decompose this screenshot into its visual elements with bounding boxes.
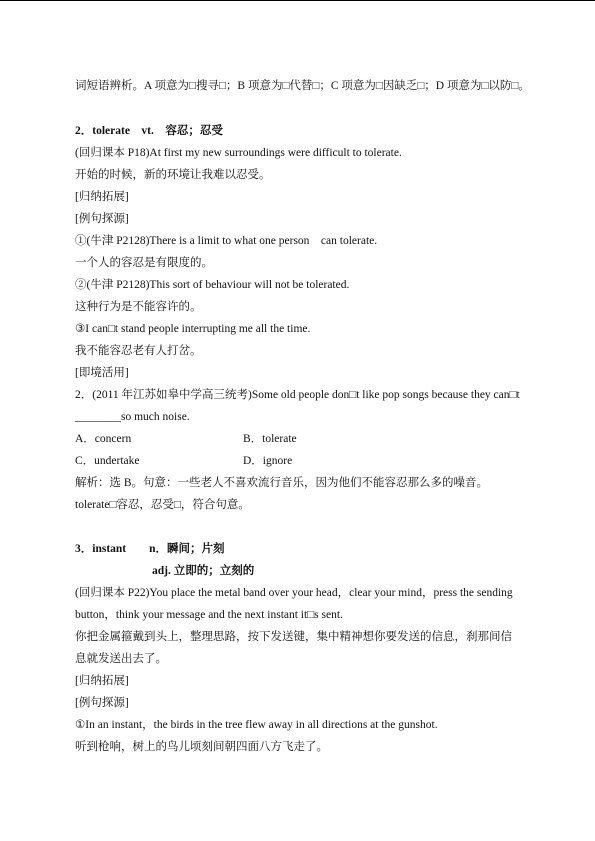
section-label-expand-2: [归纳拓展] — [75, 675, 129, 687]
example-sentence-instant-1: ①In an instant，the birds in the tree flew away in all directions at the gunshot. — [75, 719, 438, 731]
example-sentence-2: ②(牛津 P2128)This sort of behaviour will not be tolerated. — [75, 279, 350, 291]
option-a: A．concern — [75, 433, 132, 445]
example-translation-1: 一个人的容忍是有限度的。 — [75, 257, 213, 269]
example-translation-3: 我不能容忍老有人打岔。 — [75, 345, 202, 357]
section-label-expand: [归纳拓展] — [75, 191, 129, 203]
option-b: B．tolerate — [243, 433, 297, 445]
question-blank-line: ________so much noise. — [75, 411, 190, 423]
text-line-textbook-example: (回归课本 P18)At first my new surroundings were difficult to tolerate. — [75, 147, 402, 159]
option-d: D．ignore — [243, 455, 293, 467]
section-label-examples-2: [例句探源] — [75, 697, 129, 709]
example-sentence-1: ①(牛津 P2128)There is a limit to what one person can tolerate. — [75, 235, 378, 247]
text-line-translation-2-cont: 息就发送出去了。 — [75, 653, 167, 665]
question-stem: 2．(2011 年江苏如皋中学高三统考)Some old people don□t like pop songs because they can□t — [75, 389, 520, 401]
answer-explanation-cont: tolerate□容忍，忍受□，符合句意。 — [75, 499, 250, 511]
text-line-textbook-example-2-cont: button，think your message and the next instant it□s sent. — [75, 609, 343, 621]
entry-heading-instant: 3．instant n．瞬间；片刻 — [75, 543, 225, 555]
text-line-translation-2: 你把金属箍戴到头上，整理思路，按下发送键，集中精神想你要发送的信息，刹那间信 — [75, 631, 512, 643]
example-translation-2: 这种行为是不能容许的。 — [75, 301, 202, 313]
section-label-practice: [即境活用] — [75, 367, 129, 379]
entry-heading-instant-adj: adj. 立即的；立刻的 — [152, 565, 255, 577]
text-line-translation: 开始的时候，新的环境让我难以忍受。 — [75, 169, 271, 181]
example-translation-instant-1: 听到枪响，树上的鸟儿顷刻间朝四面八方飞走了。 — [75, 741, 328, 753]
section-label-examples: [例句探源] — [75, 213, 129, 225]
text-line-textbook-example-2: (回归课本 P22)You place the metal band over your head，clear your mind，press the sending — [75, 587, 513, 599]
answer-explanation: 解析：选 B。句意：一些老人不喜欢流行音乐，因为他们不能容忍那么多的噪音。 — [75, 477, 489, 489]
entry-heading-tolerate: 2．tolerate vt. 容忍；忍受 — [75, 125, 223, 137]
text-line-analysis: 词短语辨析。A 项意为□搜寻□；B 项意为□代替□；C 项意为□因缺乏□；D 项意为□以防□。 — [75, 80, 530, 92]
example-sentence-3: ③I can□t stand people interrupting me all the time. — [75, 323, 311, 335]
page-top-rule — [0, 0, 595, 1]
option-c: C．undertake — [75, 455, 140, 467]
